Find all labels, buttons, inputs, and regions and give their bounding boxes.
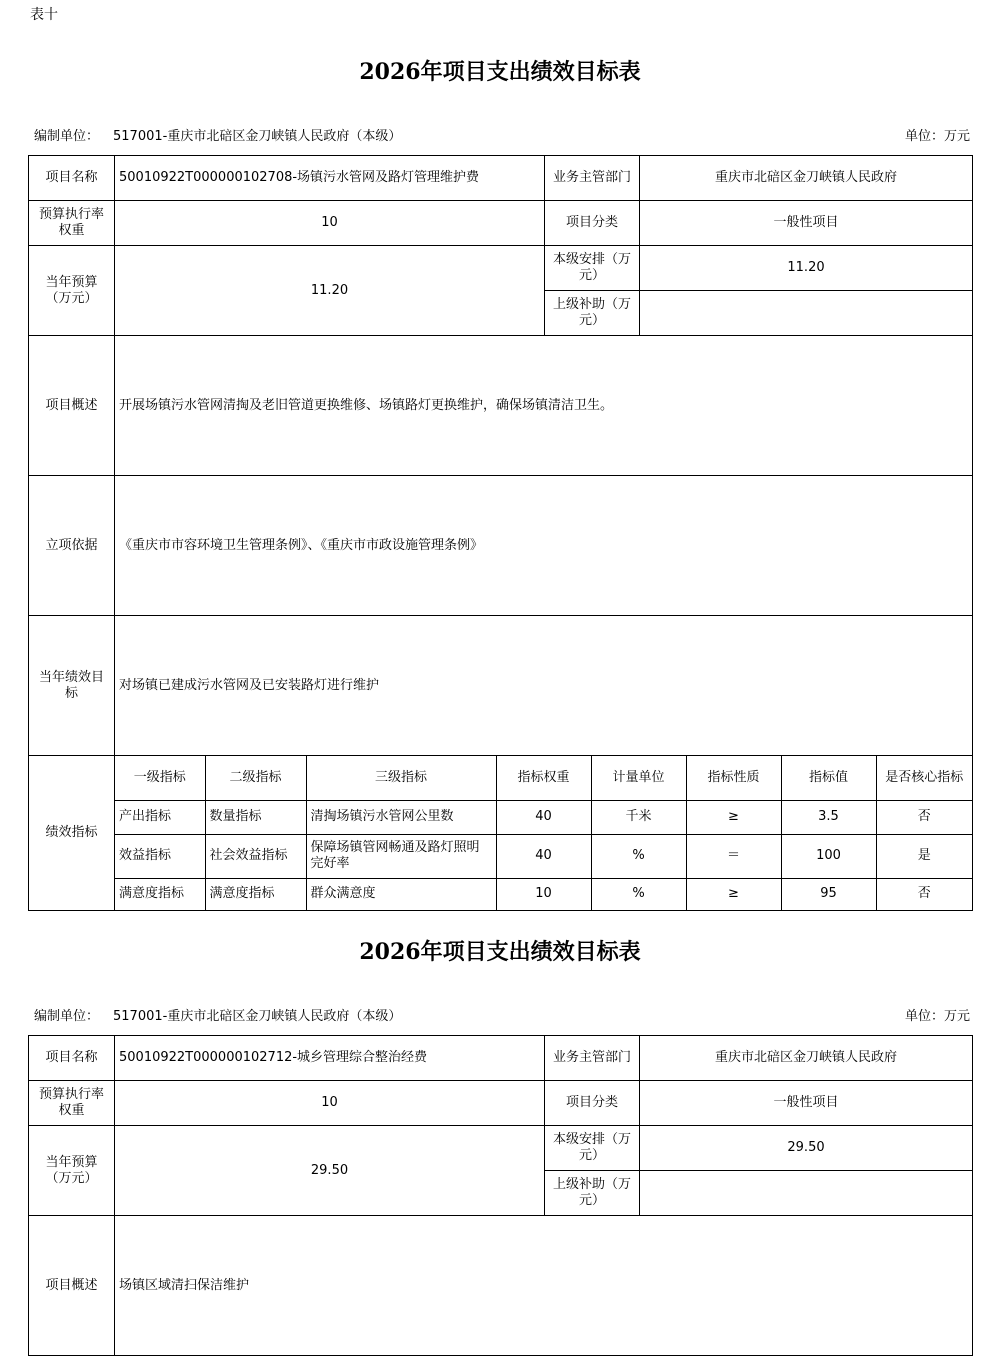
goal-label: 当年绩效目标 [29, 616, 115, 756]
budget-value: 11.20 [115, 246, 545, 336]
indicator-level1: 满意度指标 [115, 878, 205, 910]
table2-title: 2026年项目支出绩效目标表 [359, 939, 641, 965]
category-value: 一般性项目 [640, 201, 973, 246]
upper-value [640, 291, 973, 336]
indicator-nature: ≥ [686, 878, 781, 910]
project-name-value: 50010922T000000102708-场镇污水管网及路灯管理维护费 [115, 156, 545, 201]
header-weight: 指标权重 [496, 756, 591, 800]
indicators-label: 绩效指标 [29, 756, 115, 911]
indicator-value: 95 [781, 878, 876, 910]
overview-label: 项目概述 [29, 336, 115, 476]
table-row [115, 878, 972, 910]
dept-label: 业务主管部门 [545, 156, 640, 201]
basis-label: 立项依据 [29, 476, 115, 616]
budget-label: 当年预算（万元） [29, 246, 115, 336]
header-level3: 三级指标 [306, 756, 496, 800]
category-label: 项目分类 [545, 1081, 640, 1126]
indicator-weight: 40 [496, 834, 591, 878]
weight-label: 预算执行率权重 [29, 1081, 115, 1126]
indicator-unit: 千米 [591, 800, 686, 834]
header-level2: 二级指标 [205, 756, 306, 800]
indicator-level2: 数量指标 [205, 800, 306, 834]
project-name-label: 项目名称 [29, 156, 115, 201]
indicator-weight: 10 [496, 878, 591, 910]
header-nature: 指标性质 [686, 756, 781, 800]
local-label: 本级安排（万元） [545, 1126, 640, 1171]
indicator-value: 100 [781, 834, 876, 878]
local-value: 11.20 [640, 246, 973, 291]
indicator-header-row [115, 756, 972, 800]
indicators-table [115, 756, 972, 910]
table2-form [28, 1035, 973, 1356]
header-core: 是否核心指标 [876, 756, 972, 800]
local-label: 本级安排（万元） [545, 246, 640, 291]
category-label: 项目分类 [545, 201, 640, 246]
indicator-weight: 40 [496, 800, 591, 834]
indicator-value: 3.5 [781, 800, 876, 834]
category-value: 一般性项目 [640, 1081, 973, 1126]
dept-value: 重庆市北碚区金刀峡镇人民政府 [640, 1036, 973, 1081]
indicators-cell [115, 756, 973, 911]
budget-label: 当年预算（万元） [29, 1126, 115, 1216]
indicator-level3: 保障场镇管网畅通及路灯照明完好率 [306, 834, 496, 878]
indicator-unit: % [591, 878, 686, 910]
upper-label: 上级补助（万元） [545, 291, 640, 336]
project-name-value: 50010922T000000102712-城乡管理综合整治经费 [115, 1036, 545, 1081]
indicator-level2: 满意度指标 [205, 878, 306, 910]
basis-value: 《重庆市市容环境卫生管理条例》、《重庆市市政设施管理条例》 [115, 476, 973, 616]
table1-org: 编制单位： 517001-重庆市北碚区金刀峡镇人民政府（本级） [34, 129, 402, 144]
upper-value [640, 1171, 973, 1216]
indicator-level2: 社会效益指标 [205, 834, 306, 878]
header-unit: 计量单位 [591, 756, 686, 800]
table-row [115, 800, 972, 834]
upper-label: 上级补助（万元） [545, 1171, 640, 1216]
budget-value: 29.50 [115, 1126, 545, 1216]
overview-value: 场镇区域清扫保洁维护 [115, 1216, 973, 1356]
table1-form [28, 155, 973, 911]
table1-title: 2026年项目支出绩效目标表 [359, 59, 641, 85]
indicator-nature: ≥ [686, 800, 781, 834]
table2-org: 编制单位： 517001-重庆市北碚区金刀峡镇人民政府（本级） [34, 1009, 402, 1024]
indicator-nature: ＝ [686, 834, 781, 878]
project-name-label: 项目名称 [29, 1036, 115, 1081]
indicator-unit: % [591, 834, 686, 878]
table1-unit: 单位：万元 [904, 129, 970, 144]
indicator-level3: 清掏场镇污水管网公里数 [306, 800, 496, 834]
indicator-core: 否 [876, 800, 972, 834]
header-level1: 一级指标 [133, 769, 186, 785]
indicator-level1: 效益指标 [115, 834, 205, 878]
weight-value: 10 [115, 1081, 545, 1126]
indicator-core: 否 [876, 878, 972, 910]
overview-label: 项目概述 [29, 1216, 115, 1356]
header-value: 指标值 [781, 756, 876, 800]
weight-label: 预算执行率权重 [29, 201, 115, 246]
local-value: 29.50 [640, 1126, 973, 1171]
dept-label: 业务主管部门 [545, 1036, 640, 1081]
dept-value: 重庆市北碚区金刀峡镇人民政府 [640, 156, 973, 201]
table2-unit: 单位：万元 [904, 1009, 970, 1024]
indicator-level1: 产出指标 [115, 800, 205, 834]
overview-value: 开展场镇污水管网清掏及老旧管道更换维修、场镇路灯更换维护，确保场镇清洁卫生。 [115, 336, 973, 476]
weight-value: 10 [115, 201, 545, 246]
goal-value: 对场镇已建成污水管网及已安装路灯进行维护 [115, 616, 973, 756]
table-row [115, 834, 972, 878]
doc-label: 表十 [30, 7, 58, 23]
indicator-level3: 群众满意度 [306, 878, 496, 910]
indicator-core: 是 [876, 834, 972, 878]
